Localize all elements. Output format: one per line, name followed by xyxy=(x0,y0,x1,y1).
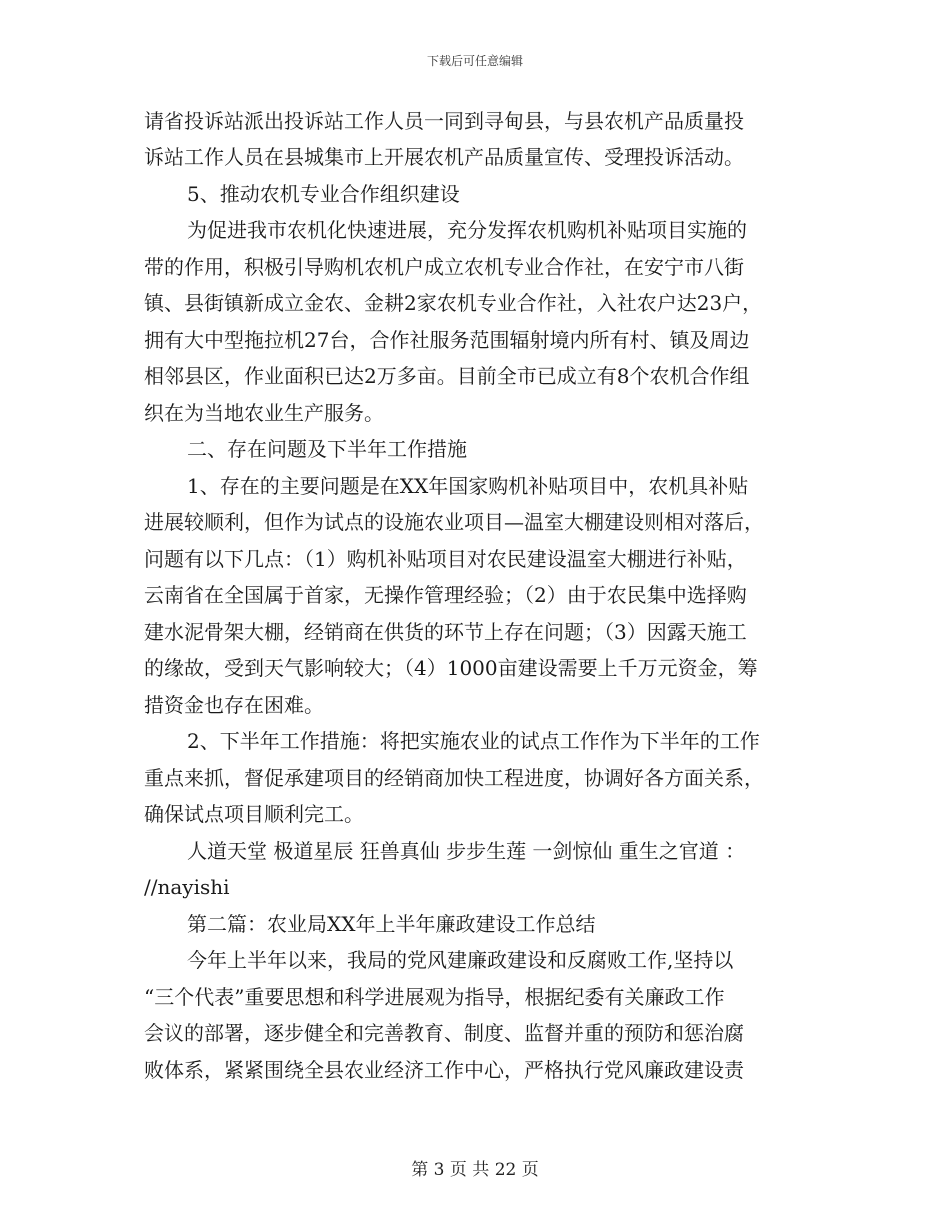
page-number: 第 3 页 共 22 页 xyxy=(411,1160,539,1180)
section-heading: 第二篇：农业局XX年上半年廉政建设工作总结 xyxy=(187,912,596,936)
text-line: “三个代表”重要思想和科学进展观为指导，根据纪委有关廉政工作 xyxy=(144,985,725,1009)
text-line: 确保试点项目顺利完工。 xyxy=(144,802,364,826)
text-line: 重点来抓，督促承建项目的经销商加快工程进度，协调好各方面关系， xyxy=(144,766,764,790)
text-line: 会议的部署，逐步健全和完善教育、制度、监督并重的预防和惩治腐 xyxy=(144,1021,744,1045)
text-line: 的缘故，受到天气影响较大；（4）1000亩建设需要上千万元资金，筹 xyxy=(144,656,758,680)
page-header: 下载后可任意编辑 xyxy=(426,54,523,68)
text-line: 2、下半年工作措施：将把实施农业的试点工作作为下半年的工作 xyxy=(187,729,760,753)
text-line: 人道天堂 极道星辰 狂兽真仙 步步生莲 一剑惊仙 重生之官道 ： xyxy=(187,839,746,863)
text-line: 今年上半年以来，我局的党风建廉政建设和反腐败工作,坚持以 xyxy=(187,948,734,972)
text-line: 败体系，紧紧围绕全县农业经济工作中心，严格执行党风廉政建设责 xyxy=(144,1058,744,1082)
text-line: 1、存在的主要问题是在XX年国家购机补贴项目中，农机具补贴 xyxy=(187,474,749,498)
text-line: //nayishi xyxy=(144,875,230,899)
text-line: 为促进我市农机化快速进展，充分发挥农机购机补贴项目实施的 xyxy=(187,218,747,242)
text-line: 镇、县街镇新成立金农、金耕2家农机专业合作社，入社农户达23户， xyxy=(144,291,763,315)
text-line: 建水泥骨架大棚，经销商在供货的环节上存在问题；（3）因露天施工 xyxy=(144,620,747,644)
section-heading: 二、存在问题及下半年工作措施 xyxy=(187,437,467,461)
section-heading: 5、推动农机专业合作组织建设 xyxy=(187,182,460,206)
text-line: 措资金也存在困难。 xyxy=(144,693,324,717)
text-line: 拥有大中型拖拉机27台，合作社服务范围辐射境内所有村、镇及周边 xyxy=(144,328,750,352)
text-line: 诉站工作人员在县城集市上开展农机产品质量宣传、受理投诉活动。 xyxy=(144,145,744,169)
text-line: 云南省在全国属于首家，无操作管理经验；（2）由于农民集中选择购 xyxy=(144,583,747,607)
text-line: 请省投诉站派出投诉站工作人员一同到寻甸县，与县农机产品质量投 xyxy=(144,109,744,133)
text-line: 进展较顺利，但作为试点的设施农业项目—温室大棚建设则相对落后， xyxy=(144,510,764,534)
text-line: 带的作用，积极引导购机农机户成立农机专业合作社，在安宁市八街 xyxy=(144,255,744,279)
text-line: 相邻县区，作业面积已达2万多亩。目前全市已成立有8个农机合作组 xyxy=(144,364,750,388)
text-line: 问题有以下几点：（1）购机补贴项目对农民建设温室大棚进行补贴， xyxy=(144,547,747,571)
text-line: 织在为当地农业生产服务。 xyxy=(144,401,384,425)
